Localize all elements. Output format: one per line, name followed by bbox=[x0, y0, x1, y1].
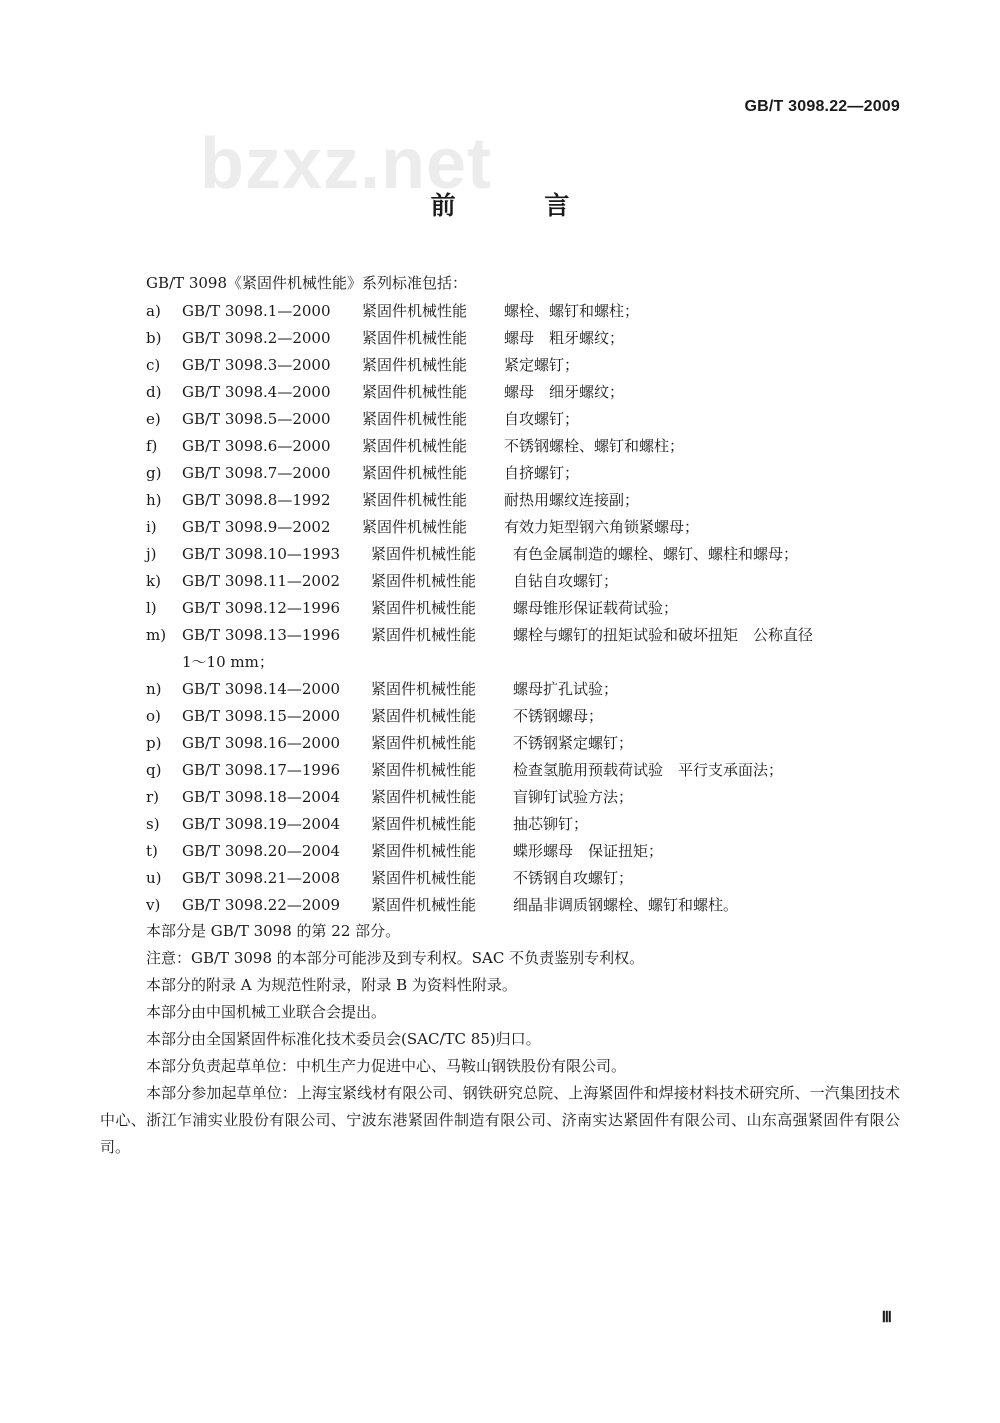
standard-number: GB/T 3098.7—2000 bbox=[182, 464, 331, 482]
series-name: 紧固件机械性能 bbox=[371, 869, 477, 887]
part-title: 螺母 粗牙螺纹； bbox=[504, 329, 625, 347]
series-name: 紧固件机械性能 bbox=[371, 815, 477, 833]
list-item bbox=[146, 406, 906, 433]
part-title: 自挤螺钉； bbox=[504, 464, 580, 482]
standard-number: GB/T 3098.19—2004 bbox=[182, 815, 341, 833]
part-title: 有色金属制造的螺栓、螺钉、螺柱和螺母； bbox=[513, 545, 799, 563]
list-item bbox=[146, 325, 906, 352]
list-item bbox=[146, 595, 906, 622]
series-name: 紧固件机械性能 bbox=[371, 680, 477, 698]
part-title: 螺栓、螺钉和螺柱； bbox=[504, 302, 640, 320]
list-item bbox=[146, 622, 906, 676]
part-title: 不锈钢自攻螺钉； bbox=[513, 869, 634, 887]
part-title: 螺栓与螺钉的扭矩试验和破坏扭矩 公称直径 bbox=[513, 626, 814, 644]
list-item bbox=[146, 298, 906, 325]
item-marker: p) bbox=[146, 734, 162, 752]
item-marker: m) bbox=[146, 626, 167, 644]
part-title: 抽芯铆钉； bbox=[513, 815, 589, 833]
series-name: 紧固件机械性能 bbox=[371, 788, 477, 806]
list-item bbox=[146, 352, 906, 379]
standard-number: GB/T 3098.6—2000 bbox=[182, 437, 331, 455]
series-name: 紧固件机械性能 bbox=[371, 761, 477, 779]
item-marker: b) bbox=[146, 329, 162, 347]
list-item bbox=[146, 838, 906, 865]
item-marker: l) bbox=[146, 599, 157, 617]
list-item bbox=[146, 460, 906, 487]
standard-number: GB/T 3098.16—2000 bbox=[182, 734, 341, 752]
paragraph: 本部分参加起草单位：上海宝紧线材有限公司、钢铁研究总院、上海紧固件和焊接材料技术研究所、一汽集团技术中心、浙江乍浦实业股份有限公司、宁波东港紧固件制造有限公司、济南实达紧固件有限公司、山东高强紧固件有限公司。 bbox=[100, 1084, 900, 1156]
series-name: 紧固件机械性能 bbox=[371, 545, 477, 563]
series-name: 紧固件机械性能 bbox=[371, 626, 477, 644]
paragraph: 本部分负责起草单位：中机生产力促进中心、马鞍山钢铁股份有限公司。 bbox=[146, 1057, 627, 1075]
paragraph: 本部分的附录 A 为规范性附录，附录 B 为资料性附录。 bbox=[146, 976, 517, 994]
part-title: 耐热用螺纹连接副； bbox=[504, 491, 640, 509]
list-item bbox=[146, 541, 906, 568]
list-item bbox=[146, 487, 906, 514]
item-marker: c) bbox=[146, 356, 161, 374]
list-item bbox=[146, 811, 906, 838]
part-title: 紧定螺钉； bbox=[504, 356, 580, 374]
list-item bbox=[146, 433, 906, 460]
series-name: 紧固件机械性能 bbox=[371, 896, 477, 914]
standard-code: GB/T 3098.22—2009 bbox=[744, 98, 900, 115]
list-item bbox=[146, 379, 906, 406]
part-title: 螺母 细牙螺纹； bbox=[504, 383, 625, 401]
part-title: 螺母锥形保证载荷试验； bbox=[513, 599, 679, 617]
part-title: 盲铆钉试验方法； bbox=[513, 788, 634, 806]
paragraph: 本部分由全国紧固件标准化技术委员会(SAC/TC 85)归口。 bbox=[146, 1030, 541, 1048]
standard-number: GB/T 3098.20—2004 bbox=[182, 842, 341, 860]
standard-number: GB/T 3098.13—1996 bbox=[182, 626, 341, 644]
item-marker: k) bbox=[146, 572, 161, 590]
series-name: 紧固件机械性能 bbox=[362, 383, 468, 401]
list-item bbox=[146, 784, 906, 811]
standard-number: GB/T 3098.14—2000 bbox=[182, 680, 341, 698]
list-item bbox=[146, 865, 906, 892]
list-item bbox=[146, 676, 906, 703]
item-marker: q) bbox=[146, 761, 162, 779]
series-name: 紧固件机械性能 bbox=[371, 842, 477, 860]
standard-number: GB/T 3098.10—1993 bbox=[182, 545, 341, 563]
part-title: 自攻螺钉； bbox=[504, 410, 580, 428]
series-name: 紧固件机械性能 bbox=[362, 302, 468, 320]
standard-number: GB/T 3098.1—2000 bbox=[182, 302, 331, 320]
item-marker: r) bbox=[146, 788, 160, 806]
standard-number: GB/T 3098.4—2000 bbox=[182, 383, 331, 401]
part-title: 有效力矩型钢六角锁紧螺母； bbox=[504, 518, 700, 536]
series-name: 紧固件机械性能 bbox=[371, 707, 477, 725]
page-title: 前 言 bbox=[430, 191, 610, 220]
item-marker: o) bbox=[146, 707, 161, 725]
item-marker: a) bbox=[146, 302, 161, 320]
item-marker: v) bbox=[146, 896, 161, 914]
part-title: 检查氢脆用预载荷试验 平行支承面法； bbox=[513, 761, 784, 779]
series-name: 紧固件机械性能 bbox=[362, 437, 468, 455]
standard-number: GB/T 3098.2—2000 bbox=[182, 329, 331, 347]
intro-text: GB/T 3098《紧固件机械性能》系列标准包括： bbox=[146, 274, 468, 292]
standard-number: GB/T 3098.3—2000 bbox=[182, 356, 331, 374]
series-name: 紧固件机械性能 bbox=[371, 734, 477, 752]
standard-number: GB/T 3098.12—1996 bbox=[182, 599, 341, 617]
list-item bbox=[146, 757, 906, 784]
part-title: 不锈钢紧定螺钉； bbox=[513, 734, 634, 752]
list-item bbox=[146, 514, 906, 541]
part-title: 蝶形螺母 保证扭矩； bbox=[513, 842, 664, 860]
standard-number: GB/T 3098.5—2000 bbox=[182, 410, 331, 428]
series-name: 紧固件机械性能 bbox=[371, 599, 477, 617]
part-title: 不锈钢螺母； bbox=[513, 707, 604, 725]
item-marker: i) bbox=[146, 518, 157, 536]
part-title: 细晶非调质钢螺栓、螺钉和螺柱。 bbox=[513, 896, 739, 914]
paragraph: 本部分由中国机械工业联合会提出。 bbox=[146, 1003, 387, 1021]
list-item bbox=[146, 568, 906, 595]
standards-list bbox=[146, 298, 906, 919]
series-name: 紧固件机械性能 bbox=[362, 356, 468, 374]
item-marker: e) bbox=[146, 410, 161, 428]
standard-number: GB/T 3098.17—1996 bbox=[182, 761, 341, 779]
part-title: 自钻自攻螺钉； bbox=[513, 572, 619, 590]
series-name: 紧固件机械性能 bbox=[362, 518, 468, 536]
list-item bbox=[146, 730, 906, 757]
paragraph: 注意：GB/T 3098 的本部分可能涉及到专利权。SAC 不负责鉴别专利权。 bbox=[146, 949, 645, 967]
standard-number: GB/T 3098.15—2000 bbox=[182, 707, 341, 725]
watermark-logo: bzxz.net bbox=[200, 124, 493, 204]
paragraph: 本部分是 GB/T 3098 的第 22 部分。 bbox=[146, 922, 401, 940]
item-marker: d) bbox=[146, 383, 162, 401]
series-name: 紧固件机械性能 bbox=[362, 464, 468, 482]
standard-number: GB/T 3098.21—2008 bbox=[182, 869, 341, 887]
page-number: Ⅲ bbox=[881, 1310, 892, 1326]
series-name: 紧固件机械性能 bbox=[362, 329, 468, 347]
body-paragraphs bbox=[100, 918, 900, 1161]
item-marker: u) bbox=[146, 869, 162, 887]
standard-number: GB/T 3098.18—2004 bbox=[182, 788, 341, 806]
item-marker: t) bbox=[146, 842, 158, 860]
list-item bbox=[146, 892, 906, 919]
standard-number: GB/T 3098.11—2002 bbox=[182, 572, 341, 590]
part-title-continued: 1～10 mm； bbox=[182, 653, 274, 671]
standard-number: GB/T 3098.8—1992 bbox=[182, 491, 331, 509]
item-marker: g) bbox=[146, 464, 162, 482]
item-marker: f) bbox=[146, 437, 158, 455]
item-marker: n) bbox=[146, 680, 162, 698]
part-title: 螺母扩孔试验； bbox=[513, 680, 619, 698]
series-name: 紧固件机械性能 bbox=[362, 410, 468, 428]
series-name: 紧固件机械性能 bbox=[371, 572, 477, 590]
series-name: 紧固件机械性能 bbox=[362, 491, 468, 509]
item-marker: s) bbox=[146, 815, 160, 833]
list-item bbox=[146, 703, 906, 730]
standard-number: GB/T 3098.22—2009 bbox=[182, 896, 341, 914]
part-title: 不锈钢螺栓、螺钉和螺柱； bbox=[504, 437, 685, 455]
item-marker: j) bbox=[146, 545, 157, 563]
item-marker: h) bbox=[146, 491, 162, 509]
standard-number: GB/T 3098.9—2002 bbox=[182, 518, 331, 536]
